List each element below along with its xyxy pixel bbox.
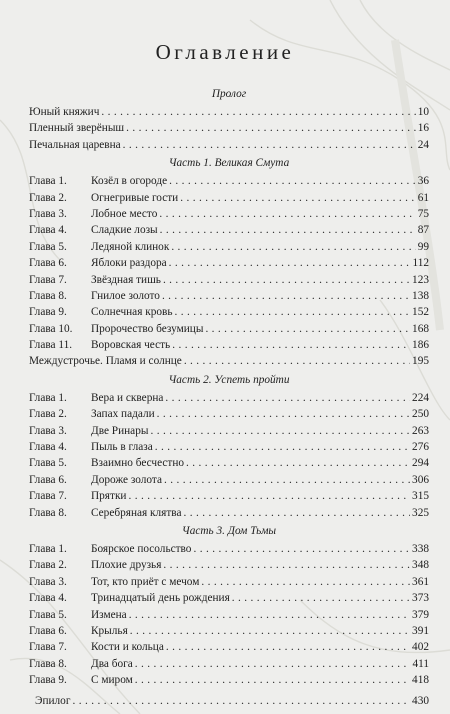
entry-title: Дороже золота <box>91 473 162 486</box>
entry-page: 99 <box>417 240 429 253</box>
entry-page: 402 <box>412 641 429 654</box>
entry-page: 379 <box>412 608 429 621</box>
chapter-number: Глава 8. <box>29 657 67 670</box>
toc-entry[interactable] <box>29 423 429 439</box>
chapter-number: Глава 1. <box>29 542 67 555</box>
chapter-number: Глава 5. <box>29 457 67 470</box>
entry-page: 430 <box>412 694 429 707</box>
dot-leader <box>165 390 410 406</box>
entry-page: 373 <box>412 592 429 605</box>
toc-entry-epilogue[interactable] <box>29 693 429 709</box>
entry-title: Воровская честь <box>91 339 171 352</box>
toc-entry[interactable] <box>29 190 429 206</box>
entry-title: Кости и кольца <box>91 641 164 654</box>
dot-leader <box>193 541 410 557</box>
entry-title: Междустрочье. Пламя и солнце <box>29 355 182 368</box>
dot-leader <box>163 557 410 573</box>
dot-leader <box>130 623 410 639</box>
entry-title: Крылья <box>91 624 128 637</box>
entry-title: Печальная царевна <box>29 138 121 151</box>
entry-page: 112 <box>412 257 429 270</box>
toc-entry[interactable] <box>29 272 429 288</box>
section-heading-part3: Часть 3. Дом Тьмы <box>181 524 277 537</box>
entry-title: С миром <box>91 674 133 687</box>
section-heading-prologue: Пролог <box>211 88 247 100</box>
entry-page: 36 <box>417 175 429 188</box>
entry-title: Плохие друзья <box>91 559 162 572</box>
toc-entry[interactable] <box>29 590 429 606</box>
dot-leader <box>157 406 410 422</box>
entry-title: Козёл в огороде <box>91 175 168 188</box>
entry-title: Пленный зверёныш <box>29 122 125 135</box>
entry-title: Прятки <box>91 490 127 503</box>
chapter-number: Глава 11. <box>29 339 73 352</box>
dot-leader <box>183 505 410 521</box>
chapter-number: Глава 7. <box>29 273 67 286</box>
dot-leader <box>160 222 416 238</box>
toc-entry[interactable] <box>29 607 429 623</box>
entry-page: 224 <box>412 391 429 404</box>
chapter-number: Глава 8. <box>29 289 67 302</box>
section-heading-part1: Часть 1. Великая Смута <box>168 157 290 170</box>
entry-page: 315 <box>412 490 429 503</box>
chapter-number: Глава 9. <box>29 674 67 687</box>
entry-title: Яблоки раздора <box>91 257 167 270</box>
entry-title: Измена <box>91 608 127 621</box>
dot-leader <box>174 304 410 320</box>
entry-page: 276 <box>412 441 429 454</box>
dot-leader <box>126 120 416 136</box>
dot-leader <box>205 321 410 337</box>
entry-title: Гнилое золото <box>91 289 160 302</box>
dot-leader <box>172 337 410 353</box>
dot-leader <box>169 173 416 189</box>
toc-entry[interactable] <box>29 222 429 238</box>
dot-leader <box>129 607 410 623</box>
chapter-number: Глава 3. <box>29 575 67 588</box>
toc-entry[interactable] <box>29 337 429 353</box>
chapter-number: Глава 5. <box>29 608 67 621</box>
entry-page: 263 <box>412 424 429 437</box>
chapter-number: Глава 9. <box>29 306 67 319</box>
section-heading-part2: Часть 2. Успеть пройти <box>168 373 290 386</box>
dot-leader <box>171 239 415 255</box>
entry-page: 10 <box>417 106 429 118</box>
dot-leader <box>155 439 410 455</box>
toc-entry-interlude[interactable] <box>29 353 429 369</box>
dot-leader <box>169 255 411 271</box>
dot-leader <box>150 423 410 439</box>
entry-page: 338 <box>412 542 429 555</box>
toc-entry[interactable] <box>29 288 429 304</box>
entry-title: Звёздная тишь <box>91 273 161 286</box>
chapter-number: Глава 6. <box>29 624 67 637</box>
toc-entry[interactable] <box>29 239 429 255</box>
entry-title: Боярское посольство <box>91 542 192 555</box>
toc-entry[interactable] <box>29 656 429 672</box>
toc-entry[interactable] <box>29 104 429 120</box>
chapter-number: Глава 4. <box>29 592 67 605</box>
entry-page: 87 <box>417 224 429 237</box>
toc-entry[interactable] <box>29 321 429 337</box>
entry-page: 123 <box>412 273 429 286</box>
chapter-number: Глава 2. <box>29 559 67 572</box>
dot-leader <box>184 353 410 369</box>
entry-title: Запах падали <box>91 408 155 421</box>
toc-entry[interactable] <box>29 574 429 590</box>
entry-title: Лобное место <box>91 207 158 220</box>
entry-title: Ледяной клинок <box>91 240 170 253</box>
entry-page: 361 <box>412 575 429 588</box>
chapter-number: Глава 7. <box>29 490 67 503</box>
dot-leader <box>128 488 410 504</box>
entry-title: Взаимно бесчестно <box>91 457 185 470</box>
entry-title: Пыль в глаза <box>91 441 153 454</box>
toc-entry[interactable] <box>29 672 429 688</box>
dot-leader <box>101 104 415 120</box>
entry-title: Серебряная клятва <box>91 506 182 519</box>
dot-leader <box>186 455 410 471</box>
entry-page: 306 <box>412 473 429 486</box>
chapter-number: Глава 1. <box>29 391 67 404</box>
toc-entry[interactable] <box>29 505 429 521</box>
entry-page: 16 <box>417 122 429 135</box>
toc-entry[interactable] <box>29 120 429 136</box>
chapter-number: Глава 7. <box>29 641 67 654</box>
dot-leader <box>166 639 410 655</box>
toc-entry[interactable] <box>29 623 429 639</box>
entry-title: Два бога <box>91 657 133 670</box>
entry-title: Юный княжич <box>29 106 100 118</box>
page-title: Оглавление <box>155 40 295 64</box>
dot-leader <box>162 288 410 304</box>
chapter-number: Глава 2. <box>29 408 67 421</box>
toc-entry[interactable] <box>29 255 429 271</box>
entry-title: Солнечная кровь <box>91 306 173 319</box>
toc-entry[interactable] <box>29 472 429 488</box>
dot-leader <box>159 206 415 222</box>
entry-page: 152 <box>412 306 429 319</box>
entry-title: Эпилог <box>35 694 71 707</box>
dot-leader <box>163 272 410 288</box>
dot-leader <box>135 672 410 688</box>
entry-page: 24 <box>417 138 429 151</box>
entry-title: Пророчество безумицы <box>91 322 204 335</box>
entry-page: 138 <box>412 289 429 302</box>
toc-entry[interactable] <box>29 206 429 222</box>
toc-entry[interactable] <box>29 173 429 189</box>
entry-page: 75 <box>417 207 429 220</box>
dot-leader <box>164 472 410 488</box>
entry-page: 411 <box>412 657 429 670</box>
chapter-number: Глава 5. <box>29 240 67 253</box>
dot-leader <box>232 590 410 606</box>
entry-page: 168 <box>412 322 429 335</box>
toc-entry[interactable] <box>29 406 429 422</box>
chapter-number: Глава 6. <box>29 257 67 270</box>
chapter-number: Глава 1. <box>29 175 67 188</box>
entry-page: 294 <box>412 457 429 470</box>
entry-page: 391 <box>412 624 429 637</box>
entry-page: 250 <box>412 408 429 421</box>
entry-title: Две Ринары <box>91 424 149 437</box>
entry-page: 61 <box>417 191 429 204</box>
dot-leader <box>180 190 415 206</box>
chapter-number: Глава 8. <box>29 506 67 519</box>
chapter-number: Глава 4. <box>29 441 67 454</box>
entry-title: Сладкие лозы <box>91 224 158 237</box>
toc-entry[interactable] <box>29 304 429 320</box>
entry-title: Тринадцатый день рождения <box>91 592 230 605</box>
toc-entry[interactable] <box>29 455 429 471</box>
toc-entry[interactable] <box>29 639 429 655</box>
chapter-number: Глава 3. <box>29 424 67 437</box>
toc-entry[interactable] <box>29 557 429 573</box>
entry-page: 195 <box>412 355 429 368</box>
table-of-contents <box>29 84 429 709</box>
entry-page: 418 <box>412 674 429 687</box>
chapter-number: Глава 3. <box>29 207 67 220</box>
dot-leader <box>123 137 416 153</box>
dot-leader <box>72 693 410 709</box>
entry-page: 348 <box>412 559 429 572</box>
toc-entry[interactable] <box>29 541 429 557</box>
dot-leader <box>135 656 411 672</box>
toc-entry[interactable] <box>29 488 429 504</box>
entry-title: Вера и скверна <box>91 391 164 404</box>
chapter-number: Глава 4. <box>29 224 67 237</box>
entry-page: 186 <box>412 339 429 352</box>
dot-leader <box>201 574 410 590</box>
chapter-number: Глава 2. <box>29 191 67 204</box>
toc-entry[interactable] <box>29 137 429 153</box>
entry-title: Тот, кто приёт с мечом <box>91 575 200 588</box>
toc-entry[interactable] <box>29 390 429 406</box>
toc-entry[interactable] <box>29 439 429 455</box>
entry-title: Огнегривые гости <box>91 191 179 204</box>
chapter-number: Глава 10. <box>29 322 73 335</box>
entry-page: 325 <box>412 506 429 519</box>
chapter-number: Глава 6. <box>29 473 67 486</box>
